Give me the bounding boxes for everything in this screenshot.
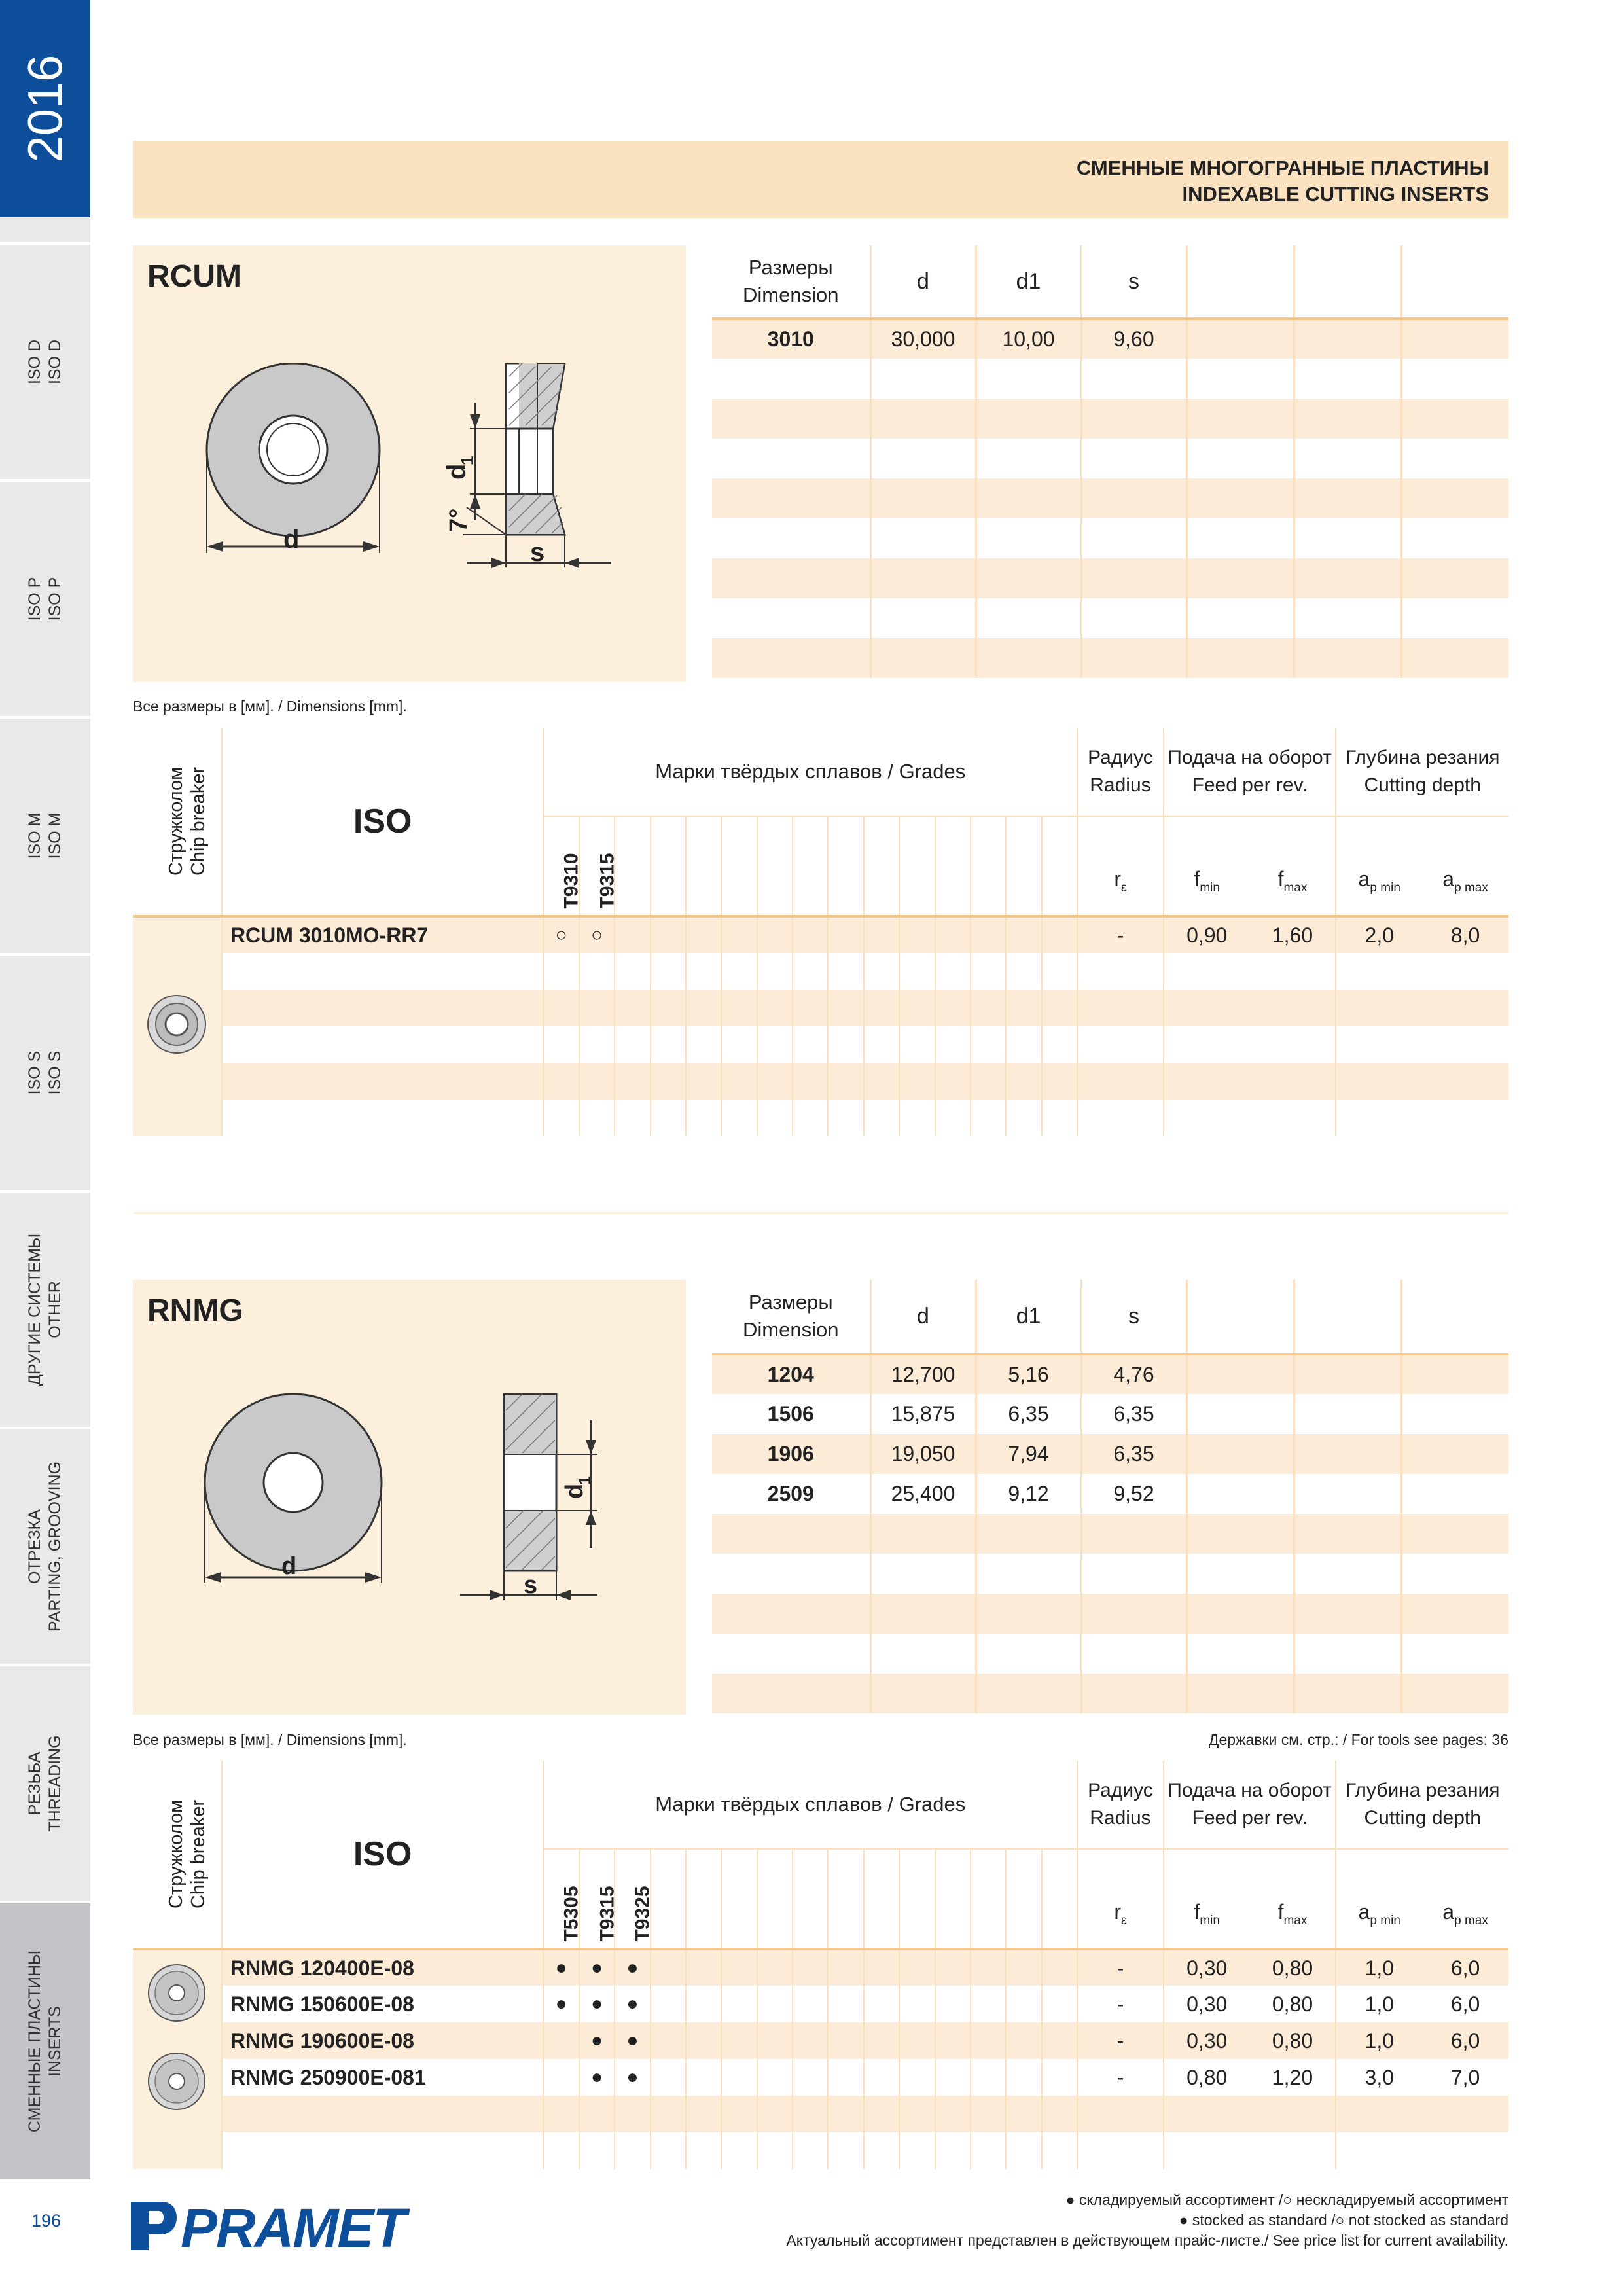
grades-title: Марки твёрдых сплавов / Grades bbox=[543, 728, 1077, 816]
dim-header-en: Dimension bbox=[743, 283, 839, 306]
radius-value: - bbox=[1077, 1986, 1164, 2022]
dim-code: 3010 bbox=[712, 319, 870, 359]
rnmg-dim-d1-label: d bbox=[561, 1483, 588, 1499]
tab-label-ru: РЕЗЬБА bbox=[26, 1751, 44, 1816]
dim-d1: 9,12 bbox=[976, 1474, 1081, 1514]
tab-label-ru: ISO S bbox=[26, 1050, 44, 1095]
rnmg-dimensions-note: Все размеры в [мм]. / Dimensions [mm]. bbox=[133, 1731, 407, 1748]
radius-ru: Радиус bbox=[1088, 747, 1153, 768]
chip-breaker-ru: Стружколом bbox=[166, 766, 187, 876]
fmax-value: 0,80 bbox=[1250, 2022, 1336, 2059]
feed-en: Feed per rev. bbox=[1192, 774, 1308, 796]
product-code: RNMG 250900E-081 bbox=[222, 2059, 544, 2096]
grade-mark: ● bbox=[615, 1949, 650, 1986]
dim-header-d: d bbox=[870, 1280, 976, 1354]
grade-mark: ● bbox=[579, 1986, 615, 2022]
dim-d1: 6,35 bbox=[976, 1394, 1081, 1434]
dim-code: 2509 bbox=[712, 1474, 870, 1514]
fmax-value: 1,60 bbox=[1250, 916, 1336, 953]
fmin-symbol: $f_{min}$ bbox=[1194, 1900, 1220, 1928]
fmin-value: 0,80 bbox=[1186, 2065, 1228, 2089]
header-title-ru: СМЕННЫЕ МНОГОГРАННЫЕ ПЛАСТИНЫ bbox=[1076, 156, 1489, 179]
tab-label-ru: ISO P bbox=[26, 577, 44, 621]
dim-header-s: s bbox=[1081, 1280, 1186, 1354]
apmax-symbol: $a_{p max}$ bbox=[1442, 867, 1488, 895]
grade-mark: ● bbox=[579, 2022, 615, 2059]
feed-en: Feed per rev. bbox=[1192, 1807, 1308, 1829]
sidebar-tab-iso-p[interactable] bbox=[0, 479, 90, 716]
fmax-symbol: $f_{max}$ bbox=[1250, 816, 1336, 916]
rnmg-dim-d-label: d bbox=[281, 1552, 297, 1580]
fmin-value: 0,30 bbox=[1164, 1949, 1250, 1986]
sidebar-tab-iso-s[interactable] bbox=[0, 953, 90, 1190]
apmax-value: 8,0 bbox=[1422, 916, 1508, 953]
rcum-dim-d-label: d bbox=[283, 525, 300, 554]
dim-header-d1: d1 bbox=[976, 245, 1081, 319]
fmin-value: 0,30 bbox=[1164, 2022, 1250, 2059]
chip-breaker-en: Chip breaker bbox=[188, 766, 209, 876]
table-row bbox=[133, 1986, 1508, 2022]
rnmg-chip-breaker-thumbs bbox=[133, 1949, 222, 2169]
table-row bbox=[133, 2022, 1508, 2059]
feed-header bbox=[1164, 728, 1336, 816]
table-row bbox=[712, 1434, 1508, 1474]
grade-mark: ● bbox=[579, 1949, 615, 1986]
tab-label-ru: ISO D bbox=[26, 339, 44, 385]
iso-header: ISO bbox=[222, 728, 544, 916]
chip-breaker-en: Chip breaker bbox=[188, 1799, 209, 1909]
grade-name: T5305 bbox=[560, 1886, 582, 1942]
table-row bbox=[712, 1474, 1508, 1514]
tab-label-ru: ДРУГИЕ СИСТЕМЫ bbox=[26, 1233, 44, 1386]
dim-header-ru: Размеры bbox=[748, 256, 833, 279]
dim-s: 9,52 bbox=[1081, 1474, 1186, 1514]
radius-symbol: $r_\varepsilon$ bbox=[1077, 816, 1164, 916]
apmin-value: 1,0 bbox=[1336, 1949, 1422, 1986]
tab-label-en: PARTING, GROOVING bbox=[46, 1461, 64, 1632]
grade-mark bbox=[543, 2022, 579, 2059]
apmax-value: 7,0 bbox=[1450, 2065, 1480, 2089]
tab-label-en: ISO P bbox=[46, 577, 64, 621]
tab-label-en: OTHER bbox=[46, 1281, 64, 1338]
rcum-angle-label: 7° bbox=[445, 508, 473, 532]
dim-d: 30,000 bbox=[870, 319, 976, 359]
sidebar-tab-iso-m[interactable] bbox=[0, 716, 90, 953]
rnmg-dimension-table bbox=[712, 1280, 1508, 1713]
rcum-dimension-table bbox=[712, 245, 1508, 678]
section-divider bbox=[133, 1212, 1508, 1214]
table-row bbox=[133, 916, 1508, 953]
sidebar-tab-other[interactable] bbox=[0, 1190, 90, 1427]
grade-mark: ● bbox=[615, 1986, 650, 2022]
fmax-value: 0,80 bbox=[1250, 1949, 1336, 1986]
tab-label-en: ISO M bbox=[46, 812, 64, 859]
rnmg-dim-d1-subscript: 1 bbox=[576, 1476, 594, 1485]
apmin-symbol: $a_{p min}$ bbox=[1358, 1900, 1400, 1928]
grade-name: T9325 bbox=[632, 1886, 654, 1942]
dim-d: 12,700 bbox=[870, 1354, 976, 1394]
fmax-value: 0,80 bbox=[1250, 1986, 1336, 2022]
depth-ru: Глубина резания bbox=[1345, 1780, 1500, 1801]
grade-name: T9310 bbox=[560, 853, 582, 909]
depth-ru: Глубина резания bbox=[1345, 747, 1500, 768]
stock-legend bbox=[786, 2190, 1508, 2251]
rcum-dim-d1-label: d bbox=[442, 463, 471, 480]
apmin-value: 3,0 bbox=[1364, 2065, 1394, 2089]
rcum-title: RCUM bbox=[147, 259, 241, 294]
rcum-chip-breaker-thumb bbox=[133, 916, 222, 1136]
depth-header bbox=[1336, 728, 1508, 816]
dim-d1: 7,94 bbox=[976, 1434, 1081, 1474]
sidebar-tab-parting[interactable] bbox=[0, 1427, 90, 1664]
rnmg-tools-note: Державки см. стр.: / For tools see pages: 36 bbox=[1208, 1731, 1508, 1748]
dim-header-en: Dimension bbox=[743, 1318, 839, 1341]
rnmg-title: RNMG bbox=[147, 1293, 243, 1328]
chip-breaker-ru: Стружколом bbox=[166, 1799, 187, 1909]
radius-value: - bbox=[1077, 2059, 1164, 2096]
table-row bbox=[133, 2059, 1508, 2096]
rnmg-grades-table bbox=[133, 1761, 1508, 2169]
rnmg-insert-icons bbox=[144, 1950, 209, 2121]
rcum-drawing-panel bbox=[133, 245, 686, 682]
grade-mark: ● bbox=[579, 2059, 615, 2096]
fmin-symbol: $f_{min}$ bbox=[1194, 867, 1220, 895]
dim-d: 19,050 bbox=[870, 1434, 976, 1474]
pramet-logo-text: PRAMET bbox=[181, 2197, 405, 2259]
rcum-dim-s-label: s bbox=[530, 538, 545, 567]
chip-breaker-header bbox=[133, 1761, 222, 1949]
feed-header bbox=[1164, 1761, 1336, 1849]
radius-en: Radius bbox=[1090, 774, 1151, 796]
rcum-dim-d1-subscript: 1 bbox=[457, 456, 477, 465]
tab-label-ru: ISO M bbox=[26, 812, 44, 859]
dim-code: 1204 bbox=[712, 1354, 870, 1394]
sidebar-tab-iso-d[interactable] bbox=[0, 242, 90, 479]
apmin-value: 2,0 bbox=[1336, 916, 1422, 953]
depth-en: Cutting depth bbox=[1364, 1807, 1481, 1829]
legend-availability: Актуальный ассортимент представлен в действующем прайс-листе./ See price list for current availability. bbox=[786, 2232, 1508, 2249]
tab-label-en: THREADING bbox=[46, 1735, 64, 1832]
radius-value: - bbox=[1077, 916, 1164, 953]
year-badge bbox=[0, 0, 90, 217]
rnmg-dim-s-label: s bbox=[524, 1571, 538, 1599]
apmin-value: 1,0 bbox=[1364, 1992, 1394, 2016]
grade-mark bbox=[543, 2059, 579, 2096]
dim-header-label bbox=[712, 245, 870, 319]
legend-ru: ● складируемый ассортимент /○ нескладируемый ассортимент bbox=[1065, 2191, 1508, 2208]
rcum-insert-drawing bbox=[179, 363, 637, 625]
grade-mark: ● bbox=[615, 2022, 650, 2059]
radius-en: Radius bbox=[1090, 1807, 1151, 1829]
dim-header-s: s bbox=[1081, 245, 1186, 319]
dim-code: 1906 bbox=[712, 1434, 870, 1474]
dim-s: 9,60 bbox=[1081, 319, 1186, 359]
feed-ru: Подача на оборот bbox=[1168, 1780, 1332, 1801]
radius-header bbox=[1077, 1761, 1164, 1849]
tab-label-en: ISO S bbox=[46, 1050, 64, 1095]
radius-value: - bbox=[1077, 1949, 1164, 1986]
apmin-symbol: $a_{p min}$ bbox=[1358, 867, 1400, 895]
rcum-grades-table bbox=[133, 728, 1508, 1136]
rcum-dimensions-note: Все размеры в [мм]. / Dimensions [mm]. bbox=[133, 698, 407, 715]
grade-name: T9315 bbox=[596, 853, 618, 909]
fmax-value: 1,20 bbox=[1250, 2059, 1336, 2096]
dim-header-label bbox=[712, 1280, 870, 1354]
tab-label-en: ISO D bbox=[46, 339, 64, 385]
fmax-symbol: $f_{max}$ bbox=[1250, 1849, 1336, 1949]
legend-en: ● stocked as standard /○ not stocked as standard bbox=[1179, 2212, 1508, 2229]
feed-ru: Подача на оборот bbox=[1168, 747, 1332, 768]
tab-label-ru: ОТРЕЗКА bbox=[26, 1509, 44, 1584]
table-row bbox=[712, 1394, 1508, 1434]
dim-d1: 5,16 bbox=[976, 1354, 1081, 1394]
rcum-insert-icon bbox=[145, 993, 208, 1056]
dim-code: 1506 bbox=[712, 1394, 870, 1434]
grade-mark: ○ bbox=[543, 916, 579, 953]
radius-ru: Радиус bbox=[1088, 1780, 1153, 1801]
dim-s: 6,35 bbox=[1081, 1394, 1186, 1434]
fmin-value: 0,90 bbox=[1164, 916, 1250, 953]
pramet-logo-icon bbox=[131, 2202, 177, 2250]
sidebar-tab-threading[interactable] bbox=[0, 1664, 90, 1901]
grades-title: Марки твёрдых сплавов / Grades bbox=[543, 1761, 1077, 1849]
tab-label-ru: СМЕННЫЕ ПЛАСТИНЫ bbox=[26, 1950, 44, 2133]
grade-mark: ● bbox=[615, 2059, 650, 2096]
dim-d: 15,875 bbox=[870, 1394, 976, 1434]
grade-mark: ○ bbox=[579, 916, 615, 953]
depth-en: Cutting depth bbox=[1364, 774, 1481, 796]
table-row bbox=[712, 319, 1508, 359]
chip-breaker-header bbox=[133, 728, 222, 916]
apmax-value: 6,0 bbox=[1422, 1949, 1508, 1986]
sidebar-tab-inserts[interactable] bbox=[0, 1901, 90, 2179]
table-row bbox=[712, 1354, 1508, 1394]
depth-header bbox=[1336, 1761, 1508, 1849]
apmax-value: 6,0 bbox=[1422, 2022, 1508, 2059]
dim-s: 4,76 bbox=[1081, 1354, 1186, 1394]
year-label: 2016 bbox=[18, 54, 73, 163]
dim-s: 6,35 bbox=[1081, 1434, 1186, 1474]
grade-mark: ● bbox=[543, 1949, 579, 1986]
radius-value: - bbox=[1077, 2022, 1164, 2059]
dim-header-ru: Размеры bbox=[748, 1291, 833, 1314]
rnmg-drawing-panel bbox=[133, 1280, 686, 1715]
dim-header-d1: d1 bbox=[976, 1280, 1081, 1354]
apmin-value: 1,0 bbox=[1336, 2022, 1422, 2059]
page-number: 196 bbox=[31, 2211, 62, 2231]
product-code: RNMG 120400E-08 bbox=[222, 1949, 544, 1986]
rnmg-insert-drawing bbox=[179, 1391, 637, 1653]
dim-header-d: d bbox=[870, 245, 976, 319]
table-row bbox=[133, 1949, 1508, 1986]
grade-mark: ● bbox=[543, 1986, 579, 2022]
product-code: RNMG 190600E-08 bbox=[222, 2022, 544, 2059]
apmax-value: 6,0 bbox=[1450, 1992, 1480, 2016]
dim-d1: 10,00 bbox=[976, 319, 1081, 359]
iso-header: ISO bbox=[222, 1761, 544, 1949]
grade-name: T9315 bbox=[596, 1886, 618, 1942]
dim-d: 25,400 bbox=[870, 1474, 976, 1514]
apmax-symbol: $a_{p max}$ bbox=[1442, 1900, 1488, 1928]
header-title-en: INDEXABLE CUTTING INSERTS bbox=[1182, 183, 1489, 206]
tab-label-en: INSERTS bbox=[46, 2006, 64, 2077]
radius-header bbox=[1077, 728, 1164, 816]
section-header bbox=[133, 141, 1508, 218]
radius-symbol: $r_\varepsilon$ bbox=[1077, 1849, 1164, 1949]
product-code: RCUM 3010MO-RR7 bbox=[222, 916, 544, 953]
fmin-value: 0,30 bbox=[1186, 1992, 1228, 2016]
product-code: RNMG 150600E-08 bbox=[222, 1986, 544, 2022]
